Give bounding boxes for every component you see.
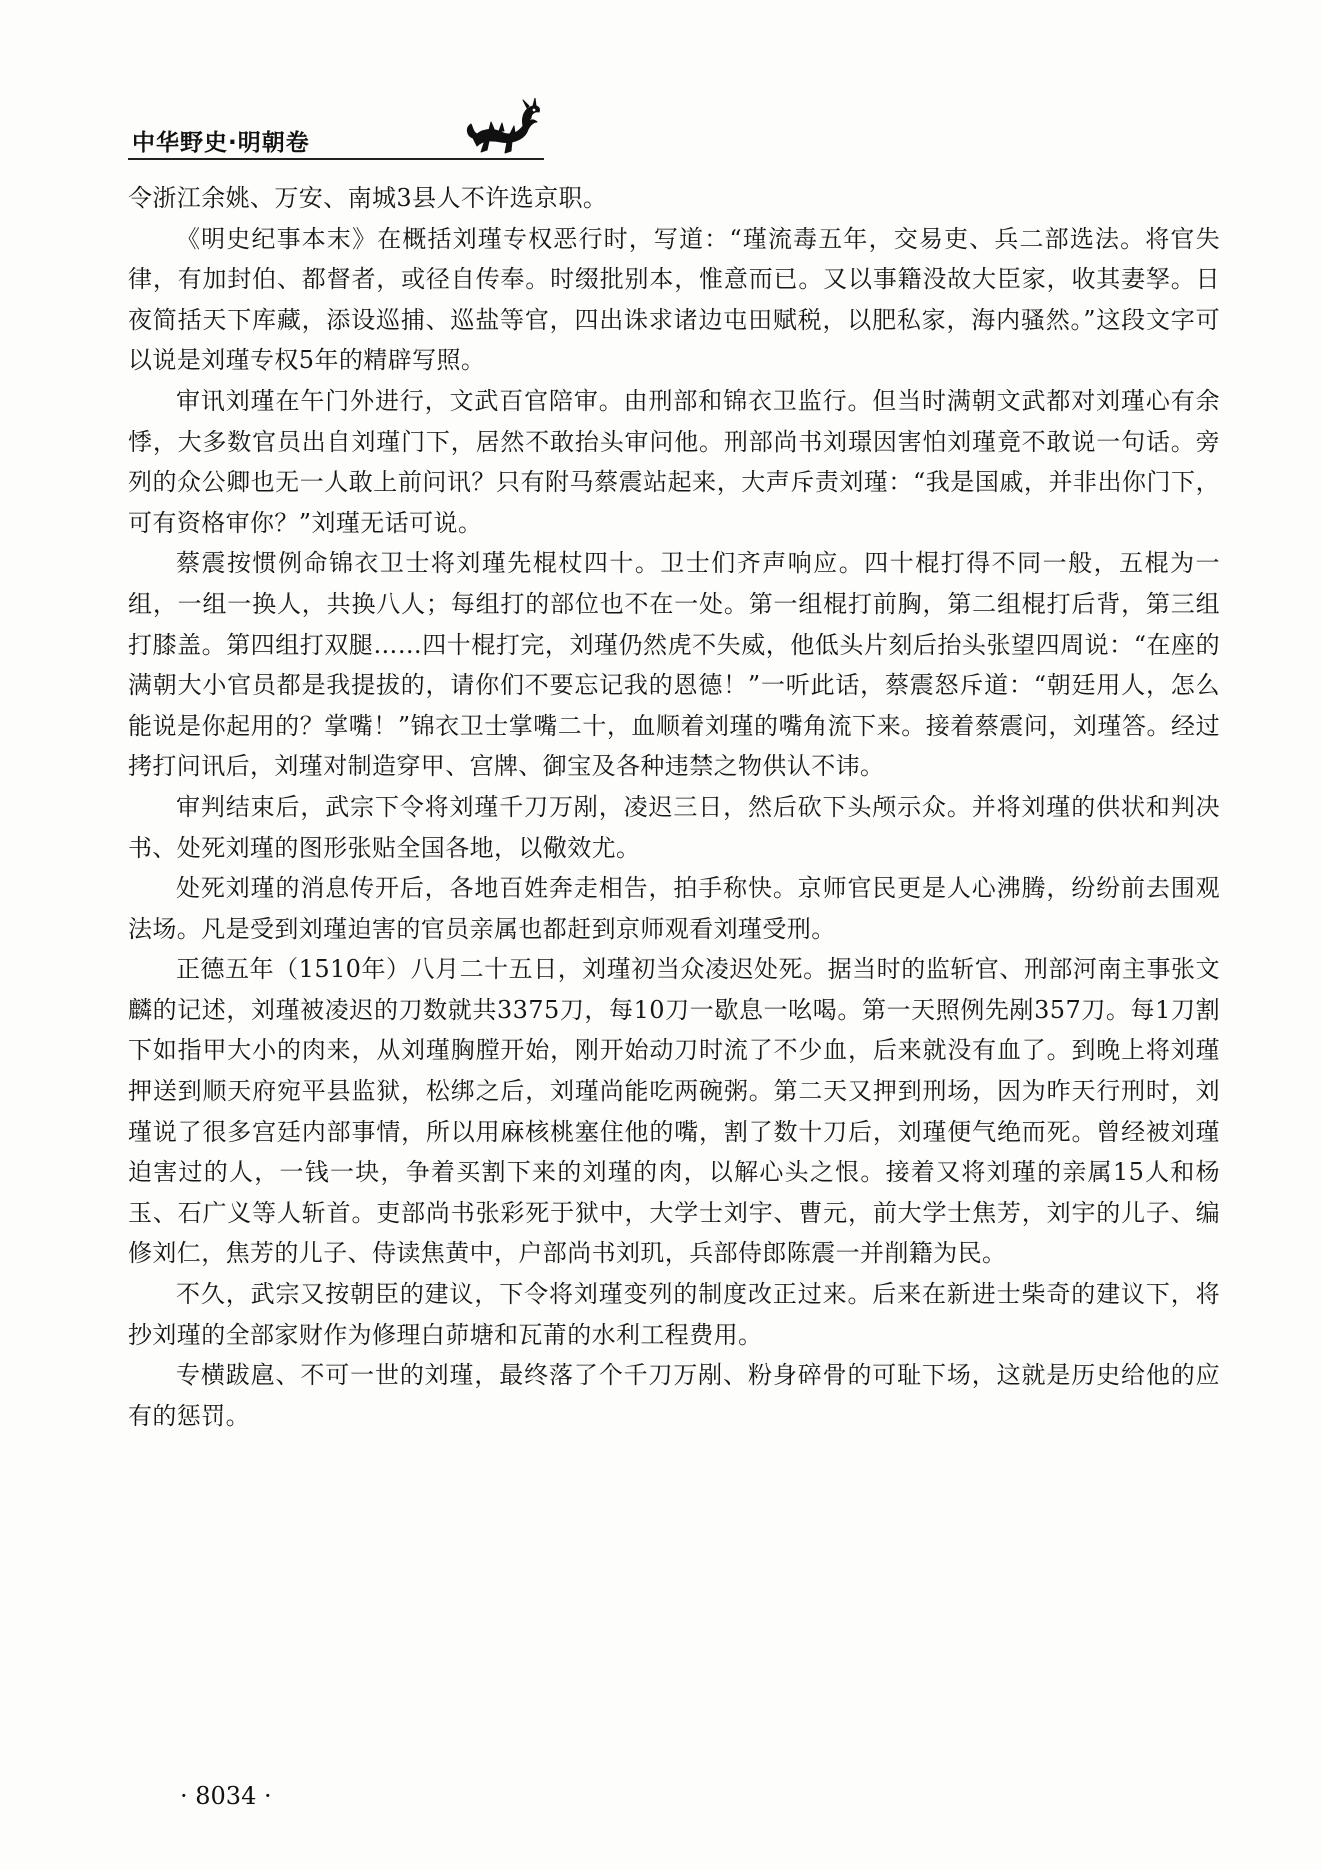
page-number: · 8034 · bbox=[180, 1782, 272, 1810]
paragraph: 审讯刘瑾在午门外进行，文武百官陪审。由刑部和锦衣卫监行。但当时满朝文武都对刘瑾心有余悸，大多数官员出自刘瑾门下，居然不敢抬头审问他。刑部尚书刘璟因害怕刘瑾竟不敢说一句话。旁列的众公卿也无一人敢上前问讯？只有附马蔡震站起来，大声斥责刘瑾：“我是国戚，并非出你门下，可有资格审你？”刘瑾无话可说。 bbox=[128, 386, 1220, 537]
book-title: 中华野史·明朝卷 bbox=[132, 130, 310, 156]
paragraph: 不久，武宗又按朝臣的建议，下令将刘瑾变列的制度改正过来。后来在新进士柴奇的建议下，将抄刘瑾的全部家财作为修理白茆塘和瓦莆的水利工程费用。 bbox=[128, 1280, 1220, 1349]
body-text bbox=[128, 178, 1220, 1436]
dragon-emblem-icon bbox=[463, 98, 543, 154]
paragraph: 专横跋扈、不可一世的刘瑾，最终落了个千刀万剐、粉身碎骨的可耻下场，这就是历史给他的应有的惩罚。 bbox=[128, 1361, 1220, 1430]
paragraph: 审判结束后，武宗下令将刘瑾千刀万剐，凌迟三日，然后砍下头颅示众。并将刘瑾的供状和判决书、处死刘瑾的图形张贴全国各地，以儆效尤。 bbox=[128, 792, 1220, 862]
paragraph: 正德五年（1510年）八月二十五日，刘瑾初当众凌迟处死。据当时的监斩官、刑部河南主事张文麟的记述，刘瑾被凌迟的刀数就共3375刀，每10刀一歇息一吆喝。第一天照例先剐357刀。每1刀割下如指甲大小的肉来，从刘瑾胸膛开始，刚开始动刀时流了不少血，后来就没有血了。到晚上将刘瑾押送到顺天府宛平县监狱，松绑之后，刘瑾尚能吃两碗粥。第二天又押到刑场，因为昨天行刑时，刘瑾说了很多宫廷内部事情，所以用麻核桃塞住他的嘴，割了数十刀后，刘瑾便气绝而死。曾经被刘瑾迫害过的人，一钱一块，争着买割下来的刘瑾的肉，以解心头之恨。接着又将刘瑾的亲属15人和杨玉、石广义等人斩首。吏部尚书张彩死于狱中，大学士刘宇、曹元，前大学士焦芳，刘宇的儿子、编修刘仁，焦芳的儿子、侍读焦黄中，户部尚书刘玑，兵部侍郎陈震一并削籍为民。 bbox=[128, 955, 1220, 1268]
paragraph: 《明史纪事本末》在概括刘瑾专权恶行时，写道：“瑾流毒五年，交易吏、兵二部选法。将官失律，有加封伯、都督者，或径自传奉。时缀批别本，惟意而已。又以事籍没故大臣家，收其妻孥。日夜简括天下库藏，添设巡捕、巡盐等官，四出诛求诸边屯田赋税，以肥私家，海内骚然。”这段文字可以说是刘瑾专权5年的精辟写照。 bbox=[128, 224, 1220, 375]
header-rule bbox=[128, 158, 544, 160]
paragraph: 蔡震按惯例命锦衣卫士将刘瑾先棍杖四十。卫士们齐声响应。四十棍打得不同一般，五棍为一组，一组一换人，共换八人；每组打的部位也不在一处。第一组棍打前胸，第二组棍打后背，第三组打膝盖。第四组打双腿……四十棍打完，刘瑾仍然虎不失威，他低头片刻后抬头张望四周说：“在座的满朝大小官员都是我提拔的，请你们不要忘记我的恩德！”一听此话，蔡震怒斥道：“朝廷用人，怎么能说是你起用的？掌嘴！”锦衣卫士掌嘴二十，血顺着刘瑾的嘴角流下来。接着蔡震问，刘瑾答。经过拷打问讯后，刘瑾对制造穿甲、宫牌、御宝及各种违禁之物供认不讳。 bbox=[128, 549, 1220, 781]
paragraph: 令浙江余姚、万安、南城3县人不许选京职。 bbox=[128, 184, 608, 212]
running-header bbox=[128, 96, 548, 166]
paragraph: 处死刘瑾的消息传开后，各地百姓奔走相告，拍手称快。京师官民更是人心沸腾，纷纷前去围观法场。凡是受到刘瑾迫害的官员亲属也都赶到京师观看刘瑾受刑。 bbox=[128, 874, 1220, 943]
